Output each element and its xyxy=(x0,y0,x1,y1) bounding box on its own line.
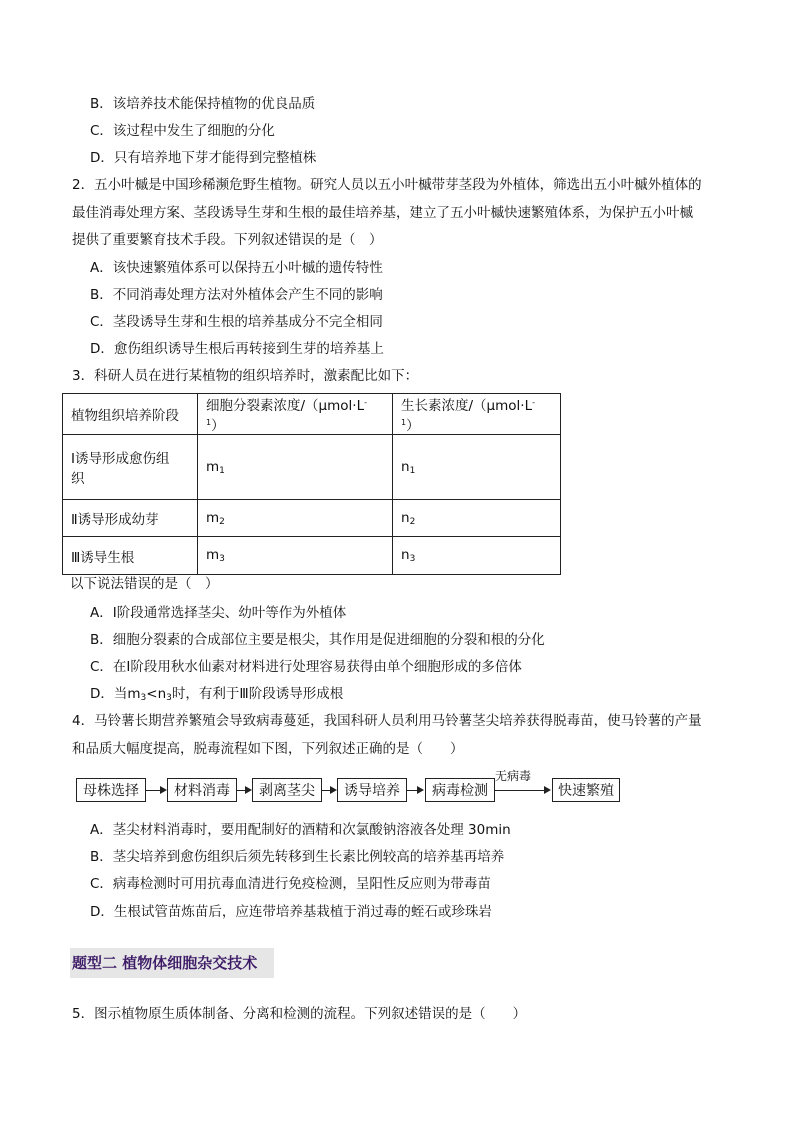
flow-arrow-label: 无病毒 xyxy=(495,769,532,783)
auxin-cell: $n_1$ xyxy=(393,435,561,500)
q1-option-b: B．该培养技术能保持植物的优良品质 xyxy=(90,96,316,112)
header-auxin: 生长素浓度$/(\mu mol\cdot L^{-1})$ xyxy=(393,394,561,435)
flow-step-strip-tip: 剥离茎尖 xyxy=(252,778,322,802)
q2-stem-line2: 最佳消毒处理方案、茎段诱导生芽和生根的最佳培养基，建立了五小叶槭快速繁殖体系，为保护五小叶槭 xyxy=(72,205,693,221)
detox-flowchart xyxy=(76,769,616,806)
q3-after-table: 以下说法错误的是（ ） xyxy=(70,576,219,592)
q5-stem: 5．图示植物原生质体制备、分离和检测的流程。下列叙述错误的是（ ） xyxy=(72,1006,527,1022)
q3-stem: 3．科研人员在进行某植物的组织培养时，激素配比如下： xyxy=(72,368,419,384)
q4-option-c: C．病毒检测时可用抗毒血清进行免疫检测，呈阳性反应则为带毒苗 xyxy=(90,876,491,892)
arrow-head-icon xyxy=(245,786,252,794)
q2-option-c: C．茎段诱导生芽和生根的培养基成分不完全相同 xyxy=(90,314,383,330)
cytokinin-cell: $m_2$ xyxy=(198,500,393,537)
cytokinin-cell: $m_1$ xyxy=(198,435,393,500)
flow-step-virus-test: 病毒检测 xyxy=(425,778,495,802)
table-row xyxy=(63,537,561,575)
hormone-ratio-table xyxy=(62,393,561,575)
header-stage: 植物组织培养阶段 xyxy=(63,394,198,435)
q2-stem-line3: 提供了重要繁育技术手段。下列叙述错误的是（ ） xyxy=(72,232,383,248)
auxin-cell: $n_3$ xyxy=(393,537,561,575)
cytokinin-cell: $m_3$ xyxy=(198,537,393,575)
flow-step-rapid-propagation: 快速繁殖 xyxy=(552,778,620,802)
arrow-head-icon xyxy=(330,786,337,794)
q4-option-a: A．茎尖材料消毒时，要用配制好的酒精和次氯酸钠溶液各处理 30min xyxy=(90,822,511,838)
q2-stem-line1: 2．五小叶槭是中国珍稀濒危野生植物。研究人员以五小叶槭带芽茎段为外植体，筛选出五小叶槭外植体的 xyxy=(72,177,702,193)
q4-stem-line1: 4．马铃薯长期营养繁殖会导致病毒蔓延，我国科研人员利用马铃薯茎尖培养获得脱毒苗，使马铃薯的产量 xyxy=(72,713,702,729)
q2-option-d: D．愈伤组织诱导生根后再转接到生芽的培养基上 xyxy=(90,341,384,357)
stage-cell: Ⅱ诱导形成幼芽 xyxy=(63,500,198,537)
q3-option-d: D．当$m_3<n_3$时，有利于Ⅲ阶段诱导形成根 xyxy=(90,686,344,703)
q1-option-d: D．只有培养地下芽才能得到完整植株 xyxy=(90,150,317,166)
q3-option-b: B．细胞分裂素的合成部位主要是根尖，其作用是促进细胞的分裂和根的分化 xyxy=(90,632,545,648)
auxin-cell: $n_2$ xyxy=(393,500,561,537)
q4-option-d: D．生根试管苗炼苗后，应连带培养基栽植于消过毒的蛭石或珍珠岩 xyxy=(90,904,492,920)
table-row xyxy=(63,435,561,500)
flow-arrow xyxy=(495,790,545,791)
q2-option-b: B．不同消毒处理方法对外植体会产生不同的影响 xyxy=(90,287,383,303)
flow-step-induce-culture: 诱导培养 xyxy=(337,778,407,802)
q2-option-a: A．该快速繁殖体系可以保持五小叶槭的遗传特性 xyxy=(90,260,383,276)
q1-option-c: C．该过程中发生了细胞的分化 xyxy=(90,123,275,139)
table-header-row xyxy=(63,394,561,435)
q3-option-a: A．Ⅰ阶段通常选择茎尖、幼叶等作为外植体 xyxy=(90,605,347,621)
q4-option-b: B．茎尖培养到愈伤组织后须先转移到生长素比例较高的培养基再培养 xyxy=(90,849,505,865)
arrow-head-icon xyxy=(160,786,167,794)
flow-step-mother-plant: 母株选择 xyxy=(76,778,146,802)
q4-stem-line2: 和品质大幅度提高，脱毒流程如下图，下列叙述正确的是（ ） xyxy=(72,741,464,757)
q3-option-c: C．在Ⅰ阶段用秋水仙素对材料进行处理容易获得由单个细胞形成的多倍体 xyxy=(90,659,522,675)
header-cytokinin: 细胞分裂素浓度$/(\mu mol\cdot L^{-1})$ xyxy=(198,394,393,435)
table-row xyxy=(63,500,561,537)
flow-arrow xyxy=(146,790,161,791)
arrow-head-icon xyxy=(544,786,551,794)
stage-cell: Ⅲ诱导生根 xyxy=(63,537,198,575)
stage-cell: Ⅰ诱导形成愈伤组 织 xyxy=(63,435,198,500)
section-heading: 题型二 植物体细胞杂交技术 xyxy=(70,948,274,978)
arrow-head-icon xyxy=(417,786,424,794)
flow-step-disinfection: 材料消毒 xyxy=(167,778,237,802)
